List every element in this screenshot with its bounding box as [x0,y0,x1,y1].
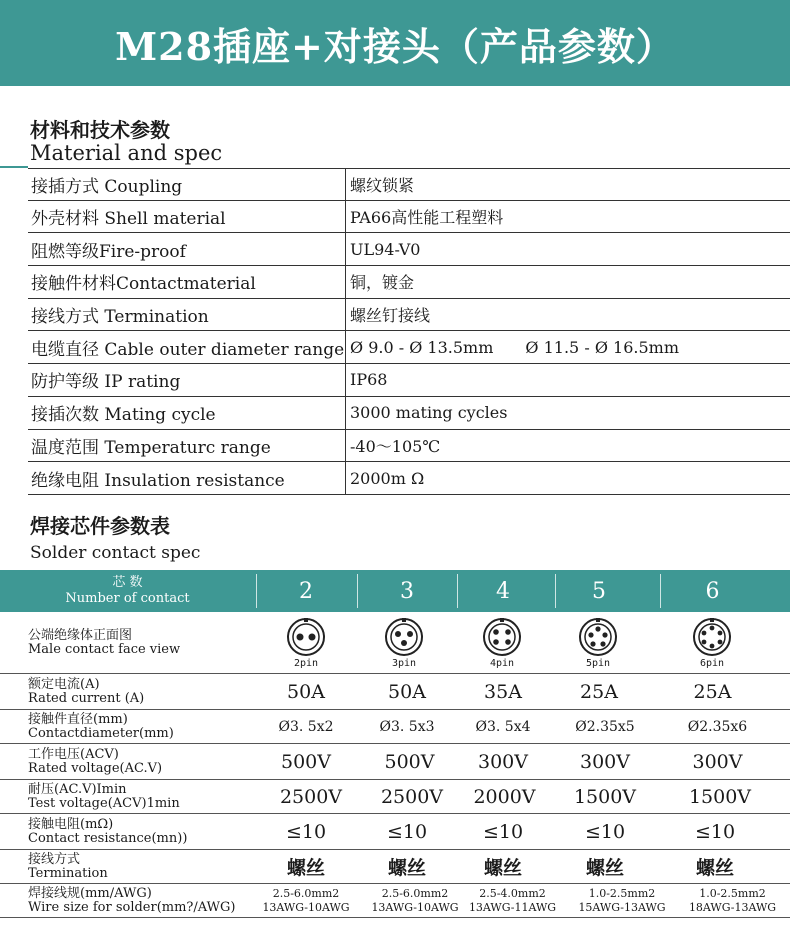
rated-voltage-row [0,744,790,780]
connector-4pin-icon [482,617,522,657]
page-title: M28插座+对接头（产品参数） [115,23,675,69]
spec-row [28,462,790,495]
spec-key: 接线方式 Termination [28,299,346,331]
cell: 1.0-2.5mm2 18AWG-13AWG [688,886,777,914]
face-4pin: 4pin [476,612,528,673]
cell: 螺丝 [483,857,522,879]
spec-key: 外壳材料 Shell material [28,201,346,233]
wire-size-row [0,884,790,918]
cell: 2.5-6.0mm2 13AWG-10AWG [262,886,350,914]
column-header: 2 [299,578,313,604]
cell: 50A [287,680,325,703]
cell: Ø3. 5x2 [278,718,334,735]
spec-row [28,266,790,299]
spec-value: 铜，镀金 [350,273,415,293]
cell: 2500V [380,785,444,808]
row-label: 工作电压(ACV) Rated voltage(AC.V) [28,746,163,776]
spec-row [28,233,790,266]
cell: 1.0-2.5mm2 15AWG-13AWG [578,886,666,914]
face-3pin: 3pin [378,612,430,673]
cell: Ø2.35x6 [687,718,748,735]
column-header: 6 [705,578,720,604]
face-view-row [0,612,790,674]
contact-table-header [0,570,790,612]
spec-value: PA66高性能工程塑料 [350,208,504,228]
spec-value: 3000 mating cycles [350,403,508,423]
spec-value: 2000m Ω [350,468,425,488]
spec-row [28,397,790,430]
spec-row [28,364,790,397]
row-label: 耐压(AC.V)Imin Test voltage(ACV)1min [28,781,180,811]
material-title-cn: 材料和技术参数 [30,118,170,142]
cell: 25A [580,680,618,703]
cell: 25A [693,680,732,703]
cell: 螺丝 [286,857,325,879]
row-label: 公端绝缘体正面图 Male contact face view [28,627,181,657]
face-6pin: 6pin [686,612,738,673]
row-label: 额定电流(A) Rated current (A) [28,676,145,706]
spec-key: 防护等级 IP rating [28,364,346,396]
rated-current-row [0,674,790,710]
cell: 300V [580,750,630,773]
cell: ≤10 [482,820,524,843]
cell: ≤10 [386,820,428,843]
cell: 300V [478,750,528,773]
spec-value: Ø 9.0 - Ø 13.5mm Ø 11.5 - Ø 16.5mm [350,337,679,357]
title-banner [0,0,790,86]
cell: 2500V [279,785,343,808]
row-label: 焊接线规(mm/AWG) Wire size for solder(mm?/AWG) [28,885,236,915]
spec-key: 接触件材料Contactmaterial [28,266,346,298]
cell: 螺丝 [695,857,734,879]
connector-2pin-icon [286,617,326,657]
connector-6pin-icon [692,617,732,657]
solder-title-en: Solder contact spec [30,543,201,563]
spec-key: 电缆直径 Cable outer diameter range [28,331,346,363]
cell: ≤10 [694,820,736,843]
cell: 35A [484,680,522,703]
termination-row [0,850,790,884]
column-header: 5 [592,578,606,604]
spec-row [28,299,790,332]
spec-row [28,201,790,234]
spec-value: UL94-V0 [350,239,421,259]
column-header: 3 [400,578,414,604]
solder-title-cn: 焊接芯件参数表 [30,514,170,538]
spec-key: 阻燃等级Fire-proof [28,233,346,265]
contact-diameter-row [0,710,790,744]
row-label: 接触电阻(mΩ) Contact resistance(mn)) [28,816,188,846]
cell: 2.5-6.0mm2 13AWG-10AWG [371,886,459,914]
cell: ≤10 [285,820,327,843]
cell: 500V [281,750,331,773]
connector-3pin-icon [384,617,424,657]
test-voltage-row [0,780,790,814]
cell: 50A [388,680,426,703]
cell: 300V [692,750,743,773]
face-2pin: 2pin [280,612,332,673]
cell: Ø3. 5x4 [475,718,531,735]
cell: 1500V [688,785,752,808]
cell: ≤10 [584,820,626,843]
material-title-en: Material and spec [30,141,223,165]
spec-value: 螺纹锁紧 [350,175,415,195]
face-5pin: 5pin [572,612,624,673]
spec-row [28,331,790,364]
spec-table [28,168,790,495]
column-header: 4 [496,578,510,604]
cell: 螺丝 [585,857,624,879]
spec-key: 绝缘电阻 Insulation resistance [28,462,346,494]
section-divider [0,166,28,168]
cell: 2000V [473,785,536,808]
contact-count-label: 芯 数 Number of contact [65,575,190,606]
spec-key: 接插次数 Mating cycle [28,397,346,429]
spec-key: 接插方式 Coupling [28,169,346,200]
spec-value: 螺丝钉接线 [350,306,431,326]
cell: Ø2.35x5 [575,718,635,735]
cell: 2.5-4.0mm2 13AWG-11AWG [468,886,557,914]
contact-resistance-row [0,814,790,850]
cell: 1500V [573,785,637,808]
spec-row [28,168,790,201]
cell: 500V [384,750,435,773]
spec-value: -40～105℃ [350,436,441,456]
row-label: 接触件直径(mm) Contactdiameter(mm) [28,711,174,741]
spec-key: 温度范围 Temperaturc range [28,430,346,462]
cell: Ø3. 5x3 [379,718,435,735]
cell: 螺丝 [387,857,426,879]
spec-row [28,430,790,463]
spec-value: IP68 [350,370,388,390]
connector-5pin-icon [578,617,618,657]
row-label: 接线方式 Termination [28,851,108,881]
